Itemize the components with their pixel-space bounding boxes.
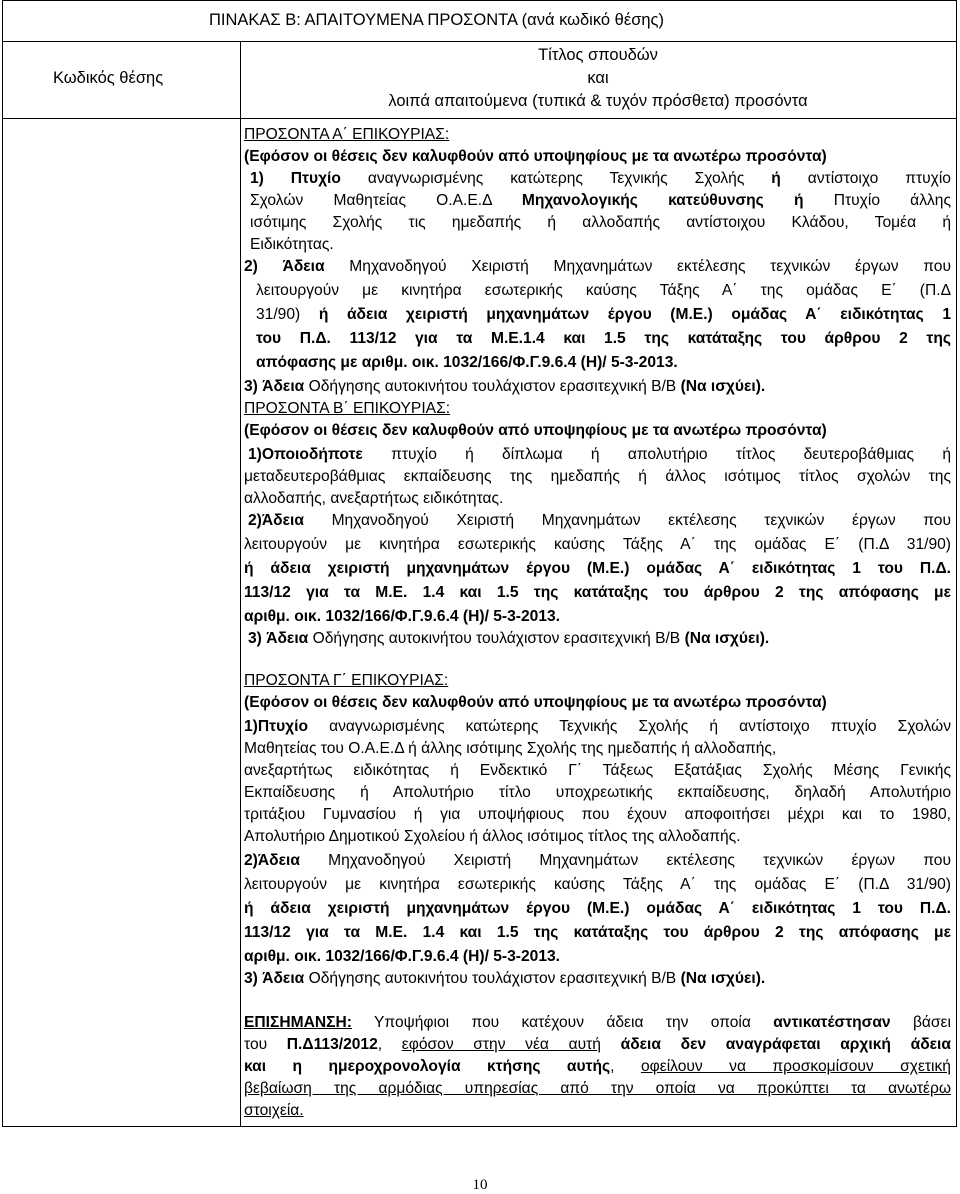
section-b-line5: λειτουργούν με κινητήρα εσωτερικής καύσης Τάξης Α΄ της ομάδας Ε΄ (Π.Δ 31/90)	[244, 536, 951, 553]
section-b-line6: ή άδεια χειριστή μηχανημάτων έργου (Μ.Ε.) ομάδας Α΄ ειδικότητας 1 του Π.Δ.	[244, 560, 951, 577]
section-c-line5: τριτάξιου Γυμνασίου ή για υποψήφιους που έχουν αποφοιτήσει μέχρι και το 1980,	[244, 806, 951, 823]
section-a-line9: απόφασης με αριθμ. οικ. 1032/166/Φ.Γ.9.6.4 (Η)/ 5-3-2013.	[256, 354, 678, 371]
note-line5: στοιχεία.	[244, 1102, 304, 1119]
section-a-line5: 2) Άδεια Μηχανοδηγού Χειριστή Μηχανημάτων εκτέλεσης τεχνικών έργων που	[244, 258, 951, 275]
col-header-title-line1: Τίτλος σπουδών	[538, 46, 658, 64]
note-line3: και η ημεροχρονολογία κτήσης αυτής, οφείλουν να προσκομίσουν σχετική	[244, 1058, 951, 1075]
section-a-line2: Σχολών Μαθητείας Ο.Α.Ε.Δ Μηχανολογικής κατεύθυνσης ή Πτυχίο άλλης	[250, 192, 951, 209]
section-c-line3: ανεξαρτήτως ειδικότητας ή Ενδεκτικό Γ΄ Τάξεως Εξατάξιας Σχολής Μέσης Γενικής	[244, 762, 951, 779]
section-a-line1: 1) Πτυχίο αναγνωρισμένης κατώτερης Τεχνικής Σχολής ή αντίστοιχο πτυχίο	[250, 170, 951, 187]
section-c-line11: αριθμ. οικ. 1032/166/Φ.Γ.9.6.4 (Η)/ 5-3-2013.	[244, 948, 560, 965]
section-a-line3: ισότιμης Σχολής τις ημεδαπής ή αλλοδαπής αντίστοιχου Κλάδου, Τομέα ή	[250, 214, 951, 231]
table-title: ΠΙΝΑΚΑΣ Β: ΑΠΑΙΤΟΥΜΕΝΑ ΠΡΟΣΟΝΤΑ (ανά κωδικό θέσης)	[209, 11, 664, 29]
title-divider	[3, 41, 956, 42]
section-c-line10: 113/12 για τα Μ.Ε. 1.4 και 1.5 της κατάταξης του άρθρου 2 της απόφασης με	[244, 924, 951, 941]
section-a-line10: 3) Άδεια Οδήγησης αυτοκινήτου τουλάχιστον ερασιτεχνική Β/Β (Να ισχύει).	[244, 378, 766, 395]
section-b-line4: 2)Άδεια Μηχανοδηγού Χειριστή Μηχανημάτων εκτέλεσης τεχνικών έργων που	[248, 512, 951, 529]
section-c-line1: 1)Πτυχίο αναγνωρισμένης κατώτερης Τεχνικής Σχολής ή αντίστοιχο πτυχίο Σχολών	[244, 718, 951, 735]
note-line1: ΕΠΙΣΗΜΑΝΣΗ: Υποψήφιοι που κατέχουν άδεια την οποία αντικατέστησαν βάσει	[244, 1014, 951, 1031]
note-label: ΕΠΙΣΗΜΑΝΣΗ:	[244, 1014, 352, 1031]
section-b-condition: (Εφόσον οι θέσεις δεν καλυφθούν από υποψηφίους με τα ανωτέρω προσόντα)	[244, 422, 827, 439]
section-a-condition: (Εφόσον οι θέσεις δεν καλυφθούν από υποψηφίους με τα ανωτέρω προσόντα)	[244, 148, 827, 165]
section-c-line9: ή άδεια χειριστή μηχανημάτων έργου (Μ.Ε.) ομάδας Α΄ ειδικότητας 1 του Π.Δ.	[244, 900, 951, 917]
column-divider	[240, 41, 241, 1127]
section-a-line6: λειτουργούν με κινητήρα εσωτερικής καύσης Τάξης Α΄ της ομάδας Ε΄ (Π.Δ	[256, 282, 951, 299]
section-a-line4: Ειδικότητας.	[250, 236, 334, 253]
header-divider	[3, 118, 956, 119]
section-a-heading: ΠΡΟΣΟΝΤΑ Α΄ ΕΠΙΚΟΥΡΙΑΣ:	[244, 126, 450, 143]
section-b-line7: 113/12 για τα Μ.Ε. 1.4 και 1.5 της κατάταξης του άρθρου 2 της απόφασης με	[244, 584, 951, 601]
section-c-line8: λειτουργούν με κινητήρα εσωτερικής καύσης Τάξης Α΄ της ομάδας Ε΄ (Π.Δ 31/90)	[244, 876, 951, 893]
section-b-line3: αλλοδαπής, ανεξαρτήτως ειδικότητας.	[244, 490, 504, 507]
section-c-line12: 3) Άδεια Οδήγησης αυτοκινήτου τουλάχιστον ερασιτεχνική Β/Β (Να ισχύει).	[244, 970, 766, 987]
col-header-title-line3: λοιπά απαιτούμενα (τυπικά & τυχόν πρόσθετα) προσόντα	[388, 92, 808, 110]
section-a-line8: του Π.Δ. 113/12 για τα Μ.Ε.1.4 και 1.5 της κατάταξης του άρθρου 2 της	[256, 330, 951, 347]
section-c-line7: 2)Άδεια Μηχανοδηγού Χειριστή Μηχανημάτων εκτέλεσης τεχνικών έργων που	[244, 852, 951, 869]
section-c-heading: ΠΡΟΣΟΝΤΑ Γ΄ ΕΠΙΚΟΥΡΙΑΣ:	[244, 672, 449, 689]
section-b-line2: μεταδευτεροβάθμιας εκπαίδευσης της ημεδαπής ή άλλος ισότιμος τίτλος σχολών της	[244, 468, 951, 485]
section-c-line6: Απολυτήριο Δημοτικού Σχολείου ή άλλος ισότιμος τίτλος της αλλοδαπής.	[244, 828, 741, 845]
page-number: 10	[472, 1177, 488, 1193]
section-c-line2: Μαθητείας του Ο.Α.Ε.Δ ή άλλης ισότιμης Σχολής της ημεδαπής ή αλλοδαπής,	[244, 740, 777, 757]
section-b-line1: 1)Οποιοδήποτε πτυχίο ή δίπλωμα ή απολυτήριο τίτλος δευτεροβάθμιας ή	[248, 446, 951, 463]
section-b-heading: ΠΡΟΣΟΝΤΑ Β΄ ΕΠΙΚΟΥΡΙΑΣ:	[244, 400, 451, 417]
section-c-condition: (Εφόσον οι θέσεις δεν καλυφθούν από υποψηφίους με τα ανωτέρω προσόντα)	[244, 694, 827, 711]
note-line4: βεβαίωση της αρμόδιας υπηρεσίας από την οποία να προκύπτει τα ανωτέρω	[244, 1080, 951, 1097]
col-header-code: Κωδικός θέσης	[53, 69, 164, 87]
note-line2: του Π.Δ113/2012, εφόσον στην νέα αυτή άδεια δεν αναγράφεται αρχική άδεια	[244, 1036, 951, 1053]
section-c-line4: Εκπαίδευσης ή Απολυτήριο τίτλο υποχρεωτικής εκπαίδευσης, δηλαδή Απολυτήριο	[244, 784, 951, 801]
section-b-line9: 3) Άδεια Οδήγησης αυτοκινήτου τουλάχιστον ερασιτεχνική Β/Β (Να ισχύει).	[248, 630, 770, 647]
section-b-line8: αριθμ. οικ. 1032/166/Φ.Γ.9.6.4 (Η)/ 5-3-2013.	[244, 608, 560, 625]
section-a-line7: 31/90) ή άδεια χειριστή μηχανημάτων έργου (Μ.Ε.) ομάδας Α΄ ειδικότητας 1	[256, 306, 951, 323]
col-header-title-line2: και	[587, 69, 609, 87]
